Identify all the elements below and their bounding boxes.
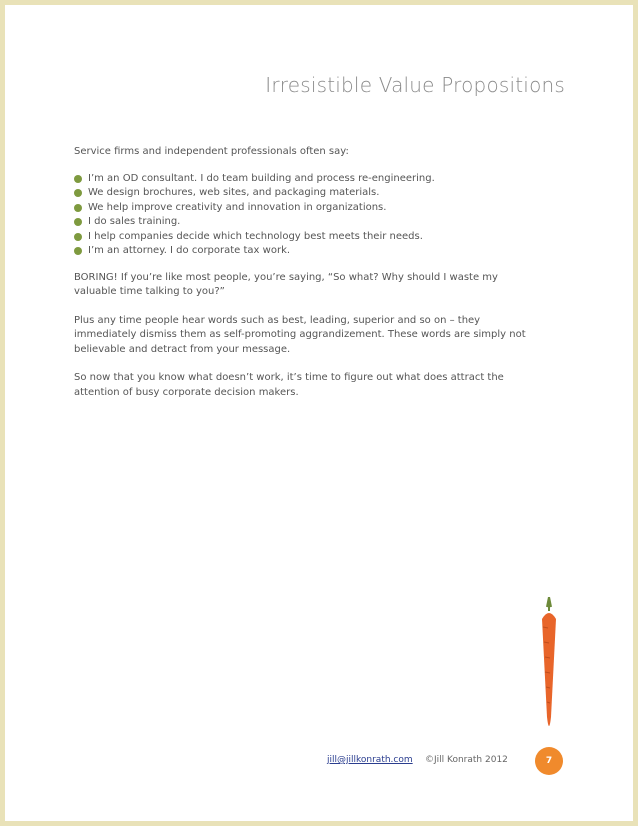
bullet-icon [74, 204, 82, 212]
paragraph: Plus any time people hear words such as best, leading, superior and so on – they immediately dismiss them as self-promoting aggrandizement. These words are simply not believable and detract from your message. [74, 314, 526, 355]
bullet-item [74, 201, 534, 216]
bullet-icon [74, 233, 82, 241]
bullet-icon [74, 247, 82, 255]
bullet-item [74, 172, 534, 187]
paragraph: BORING! If you’re like most people, you’re saying, “So what? Why should I waste my valuable time talking to you?” [74, 271, 498, 297]
bullet-text: We help improve creativity and innovation in organizations. [88, 201, 387, 213]
bullet-item [74, 215, 534, 230]
bullet-item [74, 230, 534, 245]
bullet-item [74, 186, 534, 201]
bullet-list [74, 172, 534, 259]
bullet-item [74, 244, 534, 259]
bullet-icon [74, 189, 82, 197]
bullet-text: I’m an attorney. I do corporate tax work. [88, 245, 291, 256]
bullet-text: We design brochures, web sites, and packaging materials. [88, 187, 380, 198]
paragraph: So now that you know what doesn’t work, it’s time to figure out what does attract the attention of busy corporate decision makers. [74, 372, 504, 398]
page-number-badge: 7 [535, 747, 563, 775]
bullet-icon [74, 218, 82, 226]
email-link[interactable]: jill@jillkonrath.com [327, 755, 413, 765]
carrot-icon [533, 597, 565, 737]
page-title: Irresistible Value Propositions [265, 73, 565, 97]
body-content [74, 145, 534, 414]
bullet-text: I help companies decide which technology best meets their needs. [88, 230, 423, 242]
document-page [5, 5, 633, 821]
bullet-text: I do sales training. [88, 216, 181, 227]
bullet-icon [74, 175, 82, 183]
intro-text: Service firms and independent professionals often say: [74, 146, 349, 157]
copyright-text: ©Jill Konrath 2012 [425, 755, 508, 765]
bullet-text: I’m an OD consultant. I do team building and process re-engineering. [88, 172, 435, 184]
